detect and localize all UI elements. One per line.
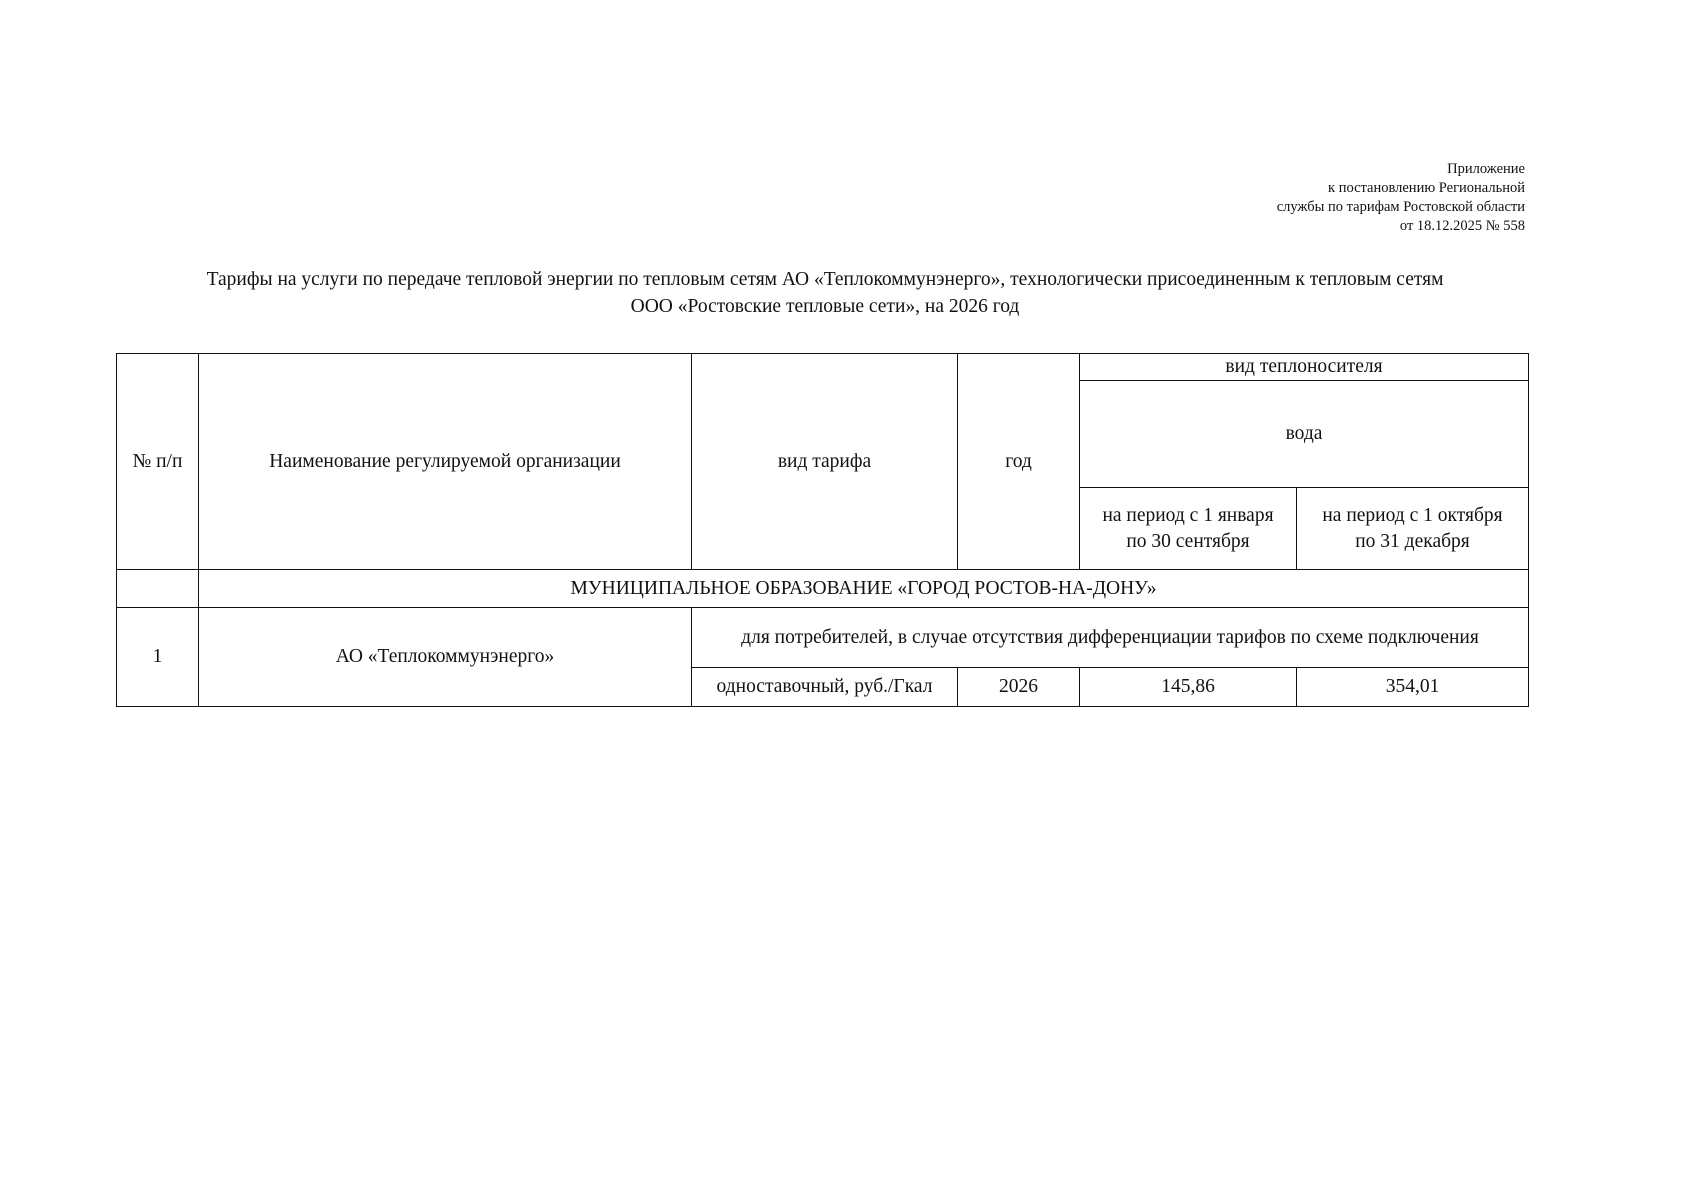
header-period-oct-dec: [1297, 488, 1529, 570]
section-number-cell: [117, 570, 199, 608]
row-number: 1: [117, 608, 199, 707]
document-title: [120, 266, 1530, 320]
header-heat-carrier: вид теплоносителя: [1080, 354, 1529, 381]
header-tariff-type: вид тарифа: [692, 354, 958, 570]
section-municipality: МУНИЦИПАЛЬНОЕ ОБРАЗОВАНИЕ «ГОРОД РОСТОВ-НА-ДОНУ»: [199, 570, 1529, 608]
row-tariff-type: одноставочный, руб./Гкал: [692, 668, 958, 707]
row-tariff-oct-dec: 354,01: [1297, 668, 1529, 707]
header-period-jan-sep-line1: на период с 1 января: [1102, 504, 1274, 526]
header-period-jan-sep: [1080, 488, 1297, 570]
appendix-line: к постановлению Региональной: [1328, 180, 1525, 196]
appendix-line: службы по тарифам Ростовской области: [1276, 199, 1525, 215]
appendix-line: Приложение: [1447, 161, 1525, 177]
header-period-oct-dec-line1: на период с 1 октября: [1322, 504, 1503, 526]
appendix-line: от 18.12.2025 № 558: [1399, 218, 1525, 234]
tariff-table: [116, 353, 1529, 707]
document-title-line: ООО «Ростовские тепловые сети», на 2026 год: [630, 296, 1020, 317]
header-year: год: [958, 354, 1080, 570]
header-water: вода: [1080, 381, 1529, 488]
row-consumer-note: для потребителей, в случае отсутствия дифференциации тарифов по схеме подключения: [692, 608, 1529, 668]
row-tariff-jan-sep: 145,86: [1080, 668, 1297, 707]
header-period-oct-dec-line2: по 31 декабря: [1355, 530, 1470, 552]
appendix-block: [1277, 160, 1525, 236]
row-year: 2026: [958, 668, 1080, 707]
document-title-line: Тарифы на услуги по передаче тепловой энергии по тепловым сетям АО «Теплокоммунэнерго», технологически присоединенным к тепловым сетям: [206, 269, 1444, 290]
row-organization: АО «Теплокоммунэнерго»: [199, 608, 692, 707]
header-number: № п/п: [117, 354, 199, 570]
header-period-jan-sep-line2: по 30 сентября: [1126, 530, 1250, 552]
header-organization: Наименование регулируемой организации: [199, 354, 692, 570]
